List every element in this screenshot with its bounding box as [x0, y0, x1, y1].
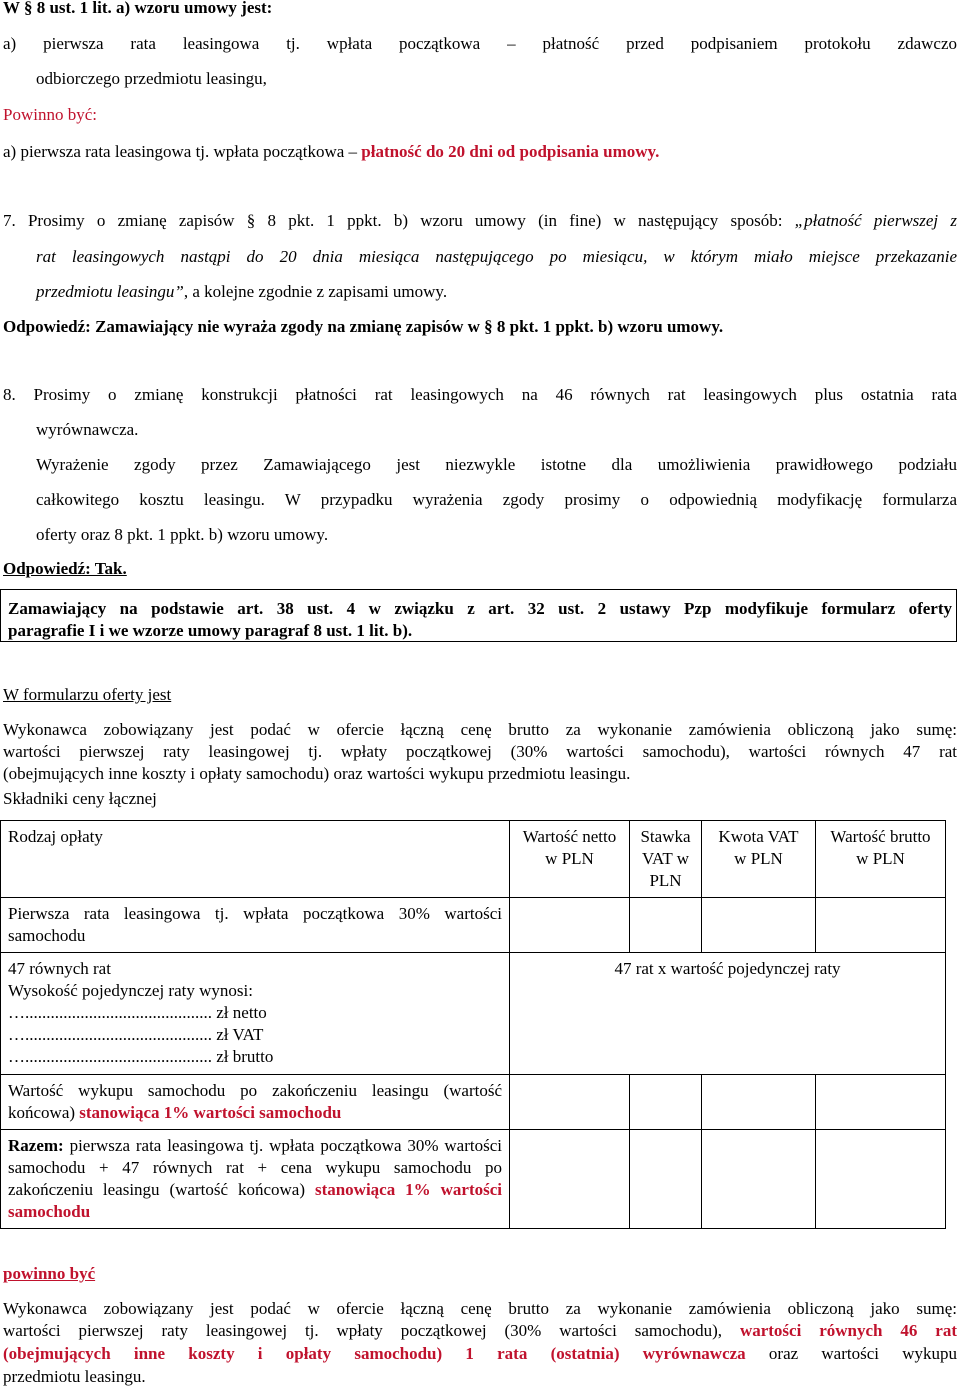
q7-answer: Odpowiedź: Zamawiający nie wyraża zgody na zmianę zapisów w § 8 pkt. 1 ppkt. b) wzoru umowy.: [3, 317, 724, 336]
row4-label: [1, 1130, 510, 1229]
form-should-line3-red: (obejmujących inne koszty i opłaty samochodu) 1 rata (ostatnia) wyrównawcza: [3, 1344, 746, 1363]
header-vat-l2: w PLN: [734, 849, 783, 868]
header-vat-l1: Kwota VAT: [718, 827, 799, 846]
row4-gross: [816, 1130, 946, 1229]
form-should-line2-red: wartości równych 46 rat: [739, 1321, 957, 1340]
components-label: Składniki ceny łącznej: [3, 789, 157, 808]
form-should-line1: Wykonawca zobowiązany jest podać w ofercie łączną cenę brutto za wykonanie zamówienia obliczoną jako sumę:: [3, 1299, 957, 1318]
should-be-label: Powinno być:: [3, 105, 97, 124]
q8-line3: Wyrażenie zgody przez Zamawiającego jest niezwykle istotne dla umożliwienia prawidłowego podziału: [36, 455, 957, 474]
header-gross-l1: Wartość brutto: [830, 827, 931, 846]
fee-table: [0, 820, 946, 1229]
header-gross: [816, 821, 946, 898]
row3-gross: [816, 1075, 946, 1130]
row4-red: stanowiąca 1% wartości samochodu: [8, 1180, 502, 1221]
item-a2-line: [3, 141, 659, 163]
q7-line3: [36, 281, 447, 303]
header-rate-l2: VAT w: [641, 849, 690, 868]
q8-line2: wyrównawcza.: [36, 420, 139, 439]
row1-vat: [702, 898, 816, 953]
header-net-l1: Wartość netto: [522, 827, 617, 846]
row3-red: stanowiąca 1% wartości samochodu: [79, 1103, 342, 1122]
row3-net: [510, 1075, 630, 1130]
table-row: [1, 953, 946, 1075]
header-rate-l3: PLN: [649, 871, 682, 890]
q7-line3-plain: , a kolejne zgodnie z zapisami umowy.: [183, 282, 448, 301]
row2-merged: 47 rat x wartość pojedynczej raty: [510, 953, 946, 1075]
form-should-heading: powinno być: [3, 1264, 96, 1283]
q7-line2: rat leasingowych nastąpi do 20 dnia miesiąca następującego po miesiącu, w którym miało miejsce przekazanie: [36, 247, 957, 266]
header-net: [510, 821, 630, 898]
row3-plain: Wartość wykupu samochodu po zakończeniu leasingu (wartość końcowa): [8, 1081, 502, 1122]
table-row: [1, 1075, 946, 1130]
notice-line1: Zamawiający na podstawie art. 38 ust. 4 w związku z art. 32 ust. 2 ustawy Pzp modyfikuje formularz oferty: [8, 599, 952, 618]
row2-l2: Wysokość pojedynczej raty wynosi:: [8, 981, 253, 1000]
row4-vat: [702, 1130, 816, 1229]
item-a2-red: płatność do 20 dni od podpisania umowy.: [361, 142, 660, 161]
q7-line1-italic: „płatność pierwszej z: [794, 211, 957, 230]
form-current-line3: (obejmujących inne koszty i opłaty samochodu) oraz wartości wykupu przedmiotu leasingu.: [3, 764, 631, 783]
row1-net: [510, 898, 630, 953]
row2-l4: …............................................ zł VAT: [8, 1025, 264, 1044]
row4-plain: pierwsza rata leasingowa tj. wpłata początkowa 30% wartości samochodu + 47 równych rat + cena wykupu samochodu po zakończeniu leasingu (wartość końcowa): [8, 1136, 502, 1199]
row2-l5: …............................................ zł brutto: [8, 1047, 274, 1066]
table-row: [1, 1130, 946, 1229]
row4-bold: Razem:: [8, 1136, 64, 1155]
row2-label: [1, 953, 510, 1075]
row3-label: [1, 1075, 510, 1130]
row1-rate: [630, 898, 702, 953]
header-net-l2: w PLN: [545, 849, 594, 868]
q8-line4: całkowitego kosztu leasingu. W przypadku wyrażenia zgody prosimy o odpowiednią modyfikację formularza: [36, 490, 957, 509]
item-a-line2: odbiorczego przedmiotu leasingu,: [36, 69, 267, 88]
item-a-line1: a) pierwsza rata leasingowa tj. wpłata początkowa – płatność przed podpisaniem protokołu zdawczo: [3, 34, 957, 53]
heading-8-1-a: W § 8 ust. 1 lit. a) wzoru umowy jest:: [3, 0, 273, 17]
table-row: [1, 898, 946, 953]
q8-line5: oferty oraz 8 pkt. 1 ppkt. b) wzoru umowy.: [36, 525, 329, 544]
form-current-heading: W formularzu oferty jest: [3, 685, 172, 704]
header-fee-type: Rodzaj opłaty: [1, 821, 510, 898]
q7-line3-italic: przedmiotu leasingu”: [36, 282, 184, 301]
form-should-line3-plain: oraz wartości wykupu: [745, 1344, 957, 1363]
header-gross-l2: w PLN: [856, 849, 905, 868]
notice-line2: paragrafie I i we wzorze umowy paragraf 8 ust. 1 lit. b).: [8, 621, 413, 640]
header-vat-rate: [630, 821, 702, 898]
row4-rate: [630, 1130, 702, 1229]
form-should-line3: [3, 1343, 957, 1365]
row3-rate: [630, 1075, 702, 1130]
row1-label: Pierwsza rata leasingowa tj. wpłata początkowa 30% wartości samochodu: [1, 898, 510, 953]
table-header-row: [1, 821, 946, 898]
header-rate-l1: Stawka: [640, 827, 691, 846]
row1-gross: [816, 898, 946, 953]
form-current-line2: wartości pierwszej raty leasingowej tj. wpłaty początkowej (30% wartości samochodu), wartości równych 47 rat: [3, 742, 957, 761]
row2-l3: …............................................ zł netto: [8, 1003, 267, 1022]
q7-line1-plain: 7. Prosimy o zmianę zapisów § 8 pkt. 1 ppkt. b) wzoru umowy (in fine) w następujący sposób:: [3, 211, 795, 230]
q8-line1: 8. Prosimy o zmianę konstrukcji płatności rat leasingowych na 46 równych rat leasingowych plus ostatnia rata: [3, 385, 957, 404]
item-a2-plain: a) pierwsza rata leasingowa tj. wpłata początkowa –: [3, 142, 362, 161]
row2-l1: 47 równych rat: [8, 959, 111, 978]
header-vat-amount: [702, 821, 816, 898]
row3-vat: [702, 1075, 816, 1130]
q8-answer: Odpowiedź: Tak.: [3, 559, 127, 578]
form-should-line2: [3, 1320, 957, 1342]
form-current-line1: Wykonawca zobowiązany jest podać w ofercie łączną cenę brutto za wykonanie zamówienia obliczoną jako sumę:: [3, 720, 957, 739]
row4-net: [510, 1130, 630, 1229]
form-should-line4: przedmiotu leasingu.: [3, 1367, 146, 1386]
q7-line1: [3, 210, 957, 232]
form-should-line2-plain: wartości pierwszej raty leasingowej tj. wpłaty początkowej (30% wartości samochodu),: [3, 1321, 740, 1340]
